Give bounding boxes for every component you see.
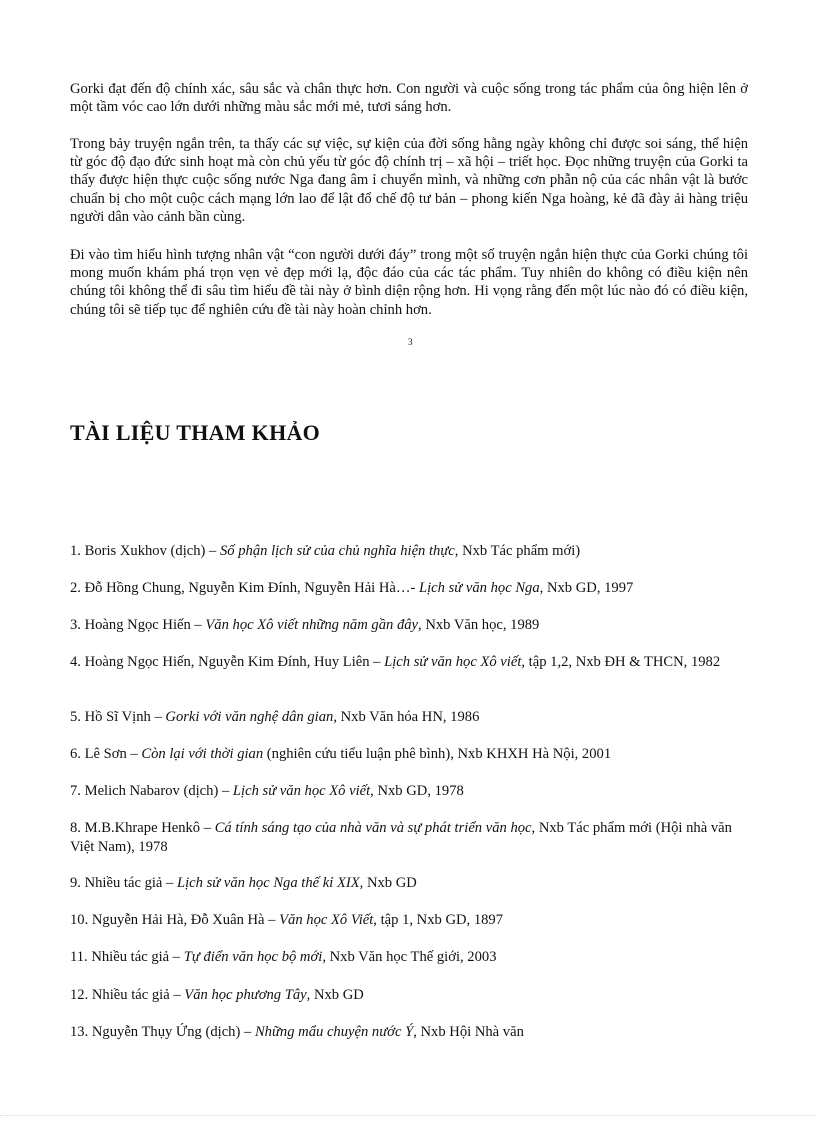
- reference-item: 2. Đỗ Hồng Chung, Nguyễn Kim Đính, Nguyễn Hải Hà…- Lịch sử văn học Nga, Nxb GD, 1997: [70, 580, 634, 596]
- reference-item: 1. Boris Xukhov (dịch) – Số phận lịch sử của chủ nghĩa hiện thực, Nxb Tác phẩm mới): [70, 543, 581, 559]
- reference-item: 12. Nhiều tác giả – Văn học phương Tây, Nxb GD: [70, 987, 364, 1003]
- paragraph-conclusion-3: Đi vào tìm hiểu hình tượng nhân vật “con người dưới đáy” trong một số truyện ngắn hiện thực của Gorki chúng tôi mong muốn khám phá trọn vẹn vẻ đẹp mới lạ, độc đáo của các tác phẩm. Tuy nhiên do không có điều kiện nên chúng tôi không thể đi sâu tìm hiểu đề tài này ở bình diện rộng hơn. Hi vọng rằng đến một lúc nào đó có điều kiện, chúng tôi sẽ tiếp tục để nghiên cứu đề tài này hoàn chỉnh hơn.: [70, 247, 748, 318]
- paragraph-conclusion-1: Gorki đạt đến độ chính xác, sâu sắc và chân thực hơn. Con người và cuộc sống trong tác phẩm của ông hiện lên ở một tầm vóc cao lớn dưới những màu sắc mới mẻ, tươi sáng hơn.: [70, 81, 748, 116]
- page-bottom-divider: [0, 1115, 816, 1116]
- reference-item: 6. Lê Sơn – Còn lại với thời gian (nghiên cứu tiểu luận phê bình), Nxb KHXH Hà Nội, 2001: [70, 746, 612, 762]
- reference-item: 13. Nguyễn Thụy Ứng (dịch) – Những mẩu chuyện nước Ý, Nxb Hội Nhà văn: [70, 1024, 524, 1040]
- reference-item: 5. Hồ Sĩ Vịnh – Gorki với văn nghệ dân gian, Nxb Văn hóa HN, 1986: [70, 709, 480, 725]
- reference-item: 11. Nhiều tác giả – Tự điển văn học bộ mới, Nxb Văn học Thế giới, 2003: [70, 949, 497, 965]
- references-heading: TÀI LIỆU THAM KHẢO: [70, 420, 321, 445]
- reference-item: 4. Hoàng Ngọc Hiến, Nguyễn Kim Đính, Huy Liên – Lịch sử văn học Xô viết, tập 1,2, Nxb ĐH & THCN, 1982: [70, 654, 721, 670]
- reference-item: 7. Melich Nabarov (dịch) – Lịch sử văn học Xô viết, Nxb GD, 1978: [70, 783, 464, 799]
- reference-item: 9. Nhiều tác giả – Lịch sử văn học Nga thế kỉ XIX, Nxb GD: [70, 875, 417, 891]
- reference-item: 8. M.B.Khrape Henkô – Cá tính sáng tạo của nhà văn và sự phát triển văn học, Nxb Tác phẩm mới (Hội nhà văn Việt Nam), 1978: [70, 820, 732, 855]
- page-number: 3: [408, 337, 413, 347]
- reference-item: 10. Nguyễn Hải Hà, Đỗ Xuân Hà – Văn học Xô Viết, tập 1, Nxb GD, 1897: [70, 912, 504, 928]
- reference-item: 3. Hoàng Ngọc Hiến – Văn học Xô viết những năm gần đây, Nxb Văn học, 1989: [70, 617, 540, 633]
- paragraph-conclusion-2: Trong bảy truyện ngắn trên, ta thấy các sự việc, sự kiện của đời sống hằng ngày không chỉ được soi sáng, thể hiện từ góc độ đạo đức sinh hoạt mà còn chủ yếu từ góc độ chính trị – xã hội – triết học. Đọc những truyện của Gorki ta thấy được hiện thực cuộc sống nước Nga đang âm ỉ chuyển mình, và những cơn phẫn nộ của các nhân vật là bước chuẩn bị cho một cuộc cách mạng lớn lao để lật đổ chế độ tư bản – phong kiến Nga hoàng, kẻ đã đày ải hàng triệu người dân vào cảnh bần cùng.: [70, 136, 748, 225]
